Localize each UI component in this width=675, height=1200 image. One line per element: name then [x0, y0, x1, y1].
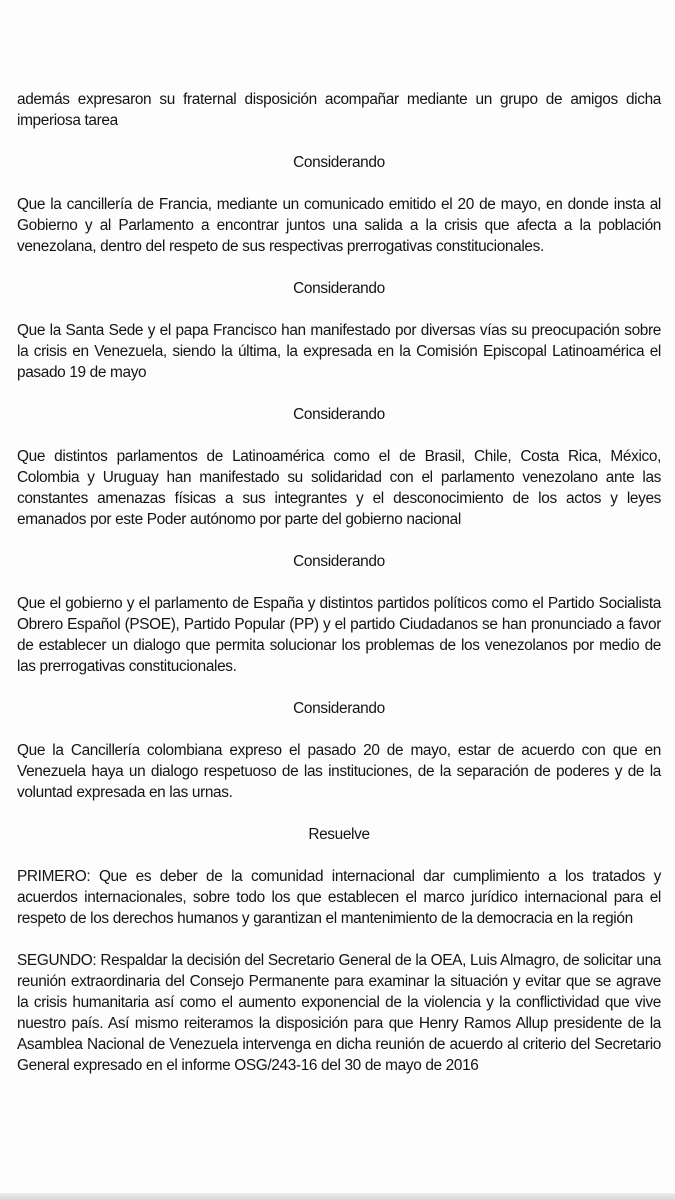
considerando-paragraph: Que el gobierno y el parlamento de España y distintos partidos políticos como el Partido Socialista Obrero Español (PSOE), Partido Popular (PP) y el partido Ciudadanos se han pronunciado a favor de establecer un dialogo que permita solucionar los problemas de los venezolanos por medio de las prerrogativas constitucionales. — [17, 595, 661, 675]
considerando-paragraph: Que la Santa Sede y el papa Francisco han manifestado por diversas vías su preocupación sobre la crisis en Venezuela, siendo la última, la expresada en la Comisión Episcopal Latinoamérica el pasado 19 de mayo — [17, 322, 661, 381]
section-heading: Considerando — [293, 406, 385, 423]
section-heading: Considerando — [293, 154, 385, 171]
considerando-paragraph: Que la Cancillería colombiana expreso el pasado 20 de mayo, estar de acuerdo con que en Venezuela haya un dialogo respetuoso de las instituciones, de la separación de poderes y de la voluntad expresada en las urnas. — [17, 742, 661, 801]
section-heading: Considerando — [293, 280, 385, 297]
resolution-primero: PRIMERO: Que es deber de la comunidad internacional dar cumplimiento a los tratados y acuerdos internacionales, sobre todo los que establecen el marco jurídico internacional para el respeto de los derechos humanos y garantizan el mantenimiento de la democracia en la región — [17, 868, 661, 927]
considerando-paragraph: Que la cancillería de Francia, mediante un comunicado emitido el 20 de mayo, en donde insta al Gobierno y al Parlamento a encontrar juntos una salida a la crisis que afecta a la población venezolana, dentro del respeto de sus respectivas prerrogativas constitucionales. — [17, 196, 661, 255]
document-body — [17, 89, 661, 1097]
considerando-paragraph: Que distintos parlamentos de Latinoamérica como el de Brasil, Chile, Costa Rica, México, Colombia y Uruguay han manifestado su solidaridad con el parlamento venezolano ante las constantes amenazas físicas a sus integrantes y el desconocimiento de los actos y leyes emanados por este Poder autónomo por parte del gobierno nacional — [17, 448, 661, 528]
section-heading: Considerando — [293, 553, 385, 570]
page-bottom-edge — [0, 1193, 675, 1200]
intro-paragraph: además expresaron su fraternal disposición acompañar mediante un grupo de amigos dicha imperiosa tarea — [17, 91, 661, 129]
resuelve-heading: Resuelve — [308, 826, 370, 843]
resolution-segundo: SEGUNDO: Respaldar la decisión del Secretario General de la OEA, Luis Almagro, de solicitar una reunión extraordinaria del Consejo Permanente para examinar la situación y evitar que se agrave la crisis humanitaria así como el aumento exponencial de la violencia y la conflictividad que vive nuestro país. Así mismo reiteramos la disposición para que Henry Ramos Allup presidente de la Asamblea Nacional de Venezuela intervenga en dicha reunión de acuerdo al criterio del Secretario General expresado en el informe OSG/243-16 del 30 de mayo de 2016 — [17, 952, 661, 1074]
section-heading: Considerando — [293, 700, 385, 717]
